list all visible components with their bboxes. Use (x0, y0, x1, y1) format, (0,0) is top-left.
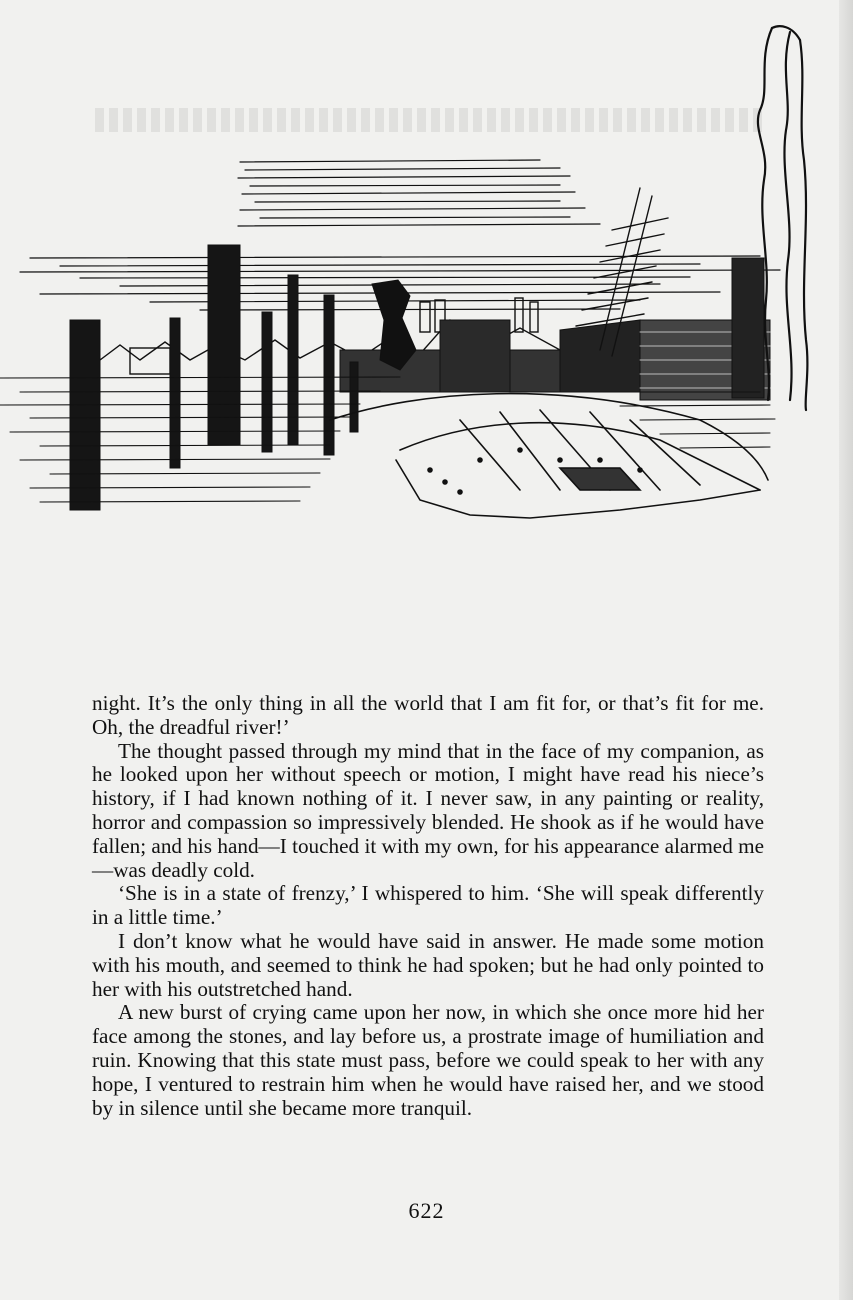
paragraph: The thought passed through my mind that in the face of my companion, as he looked upon her without speech or motion, I might have read his niece’s history, if I had known nothing of it. I never saw, in any painting or reality, horror and compassion so impressively blended. He shook as if he would have fallen; and his hand—I touched it with my own, for his appearance alarmed me—was deadly cold. (92, 738, 764, 882)
paragraph: night. It’s the only thing in all the world that I am fit for, or that’s fit for me. Oh, the dreadful river!’ (92, 691, 764, 739)
page-number: 622 (408, 1198, 445, 1223)
paragraph: A new burst of crying came upon her now, in which she once more hid her face among the stones, and lay before us, a prostrate image of humiliation and ruin. Knowing that this state must pass, before we could speak to her with any hope, I ventured to restrain him when he would have raised her, and we stood by in silence until she became more tranquil. (92, 1000, 764, 1120)
boat-hull (330, 394, 768, 518)
paragraph: ‘She is in a state of frenzy,’ I whispered to him. ‘She will speak differently in a little time.’ (92, 881, 764, 930)
river-illustration (0, 20, 853, 520)
brick-wall (640, 258, 770, 400)
paragraph: I don’t know what he would have said in answer. He made some motion with his mouth, and seemed to think he had spoken; but he had only pointed to her with his outstretched hand. (92, 928, 764, 1001)
body-text (92, 692, 764, 1120)
